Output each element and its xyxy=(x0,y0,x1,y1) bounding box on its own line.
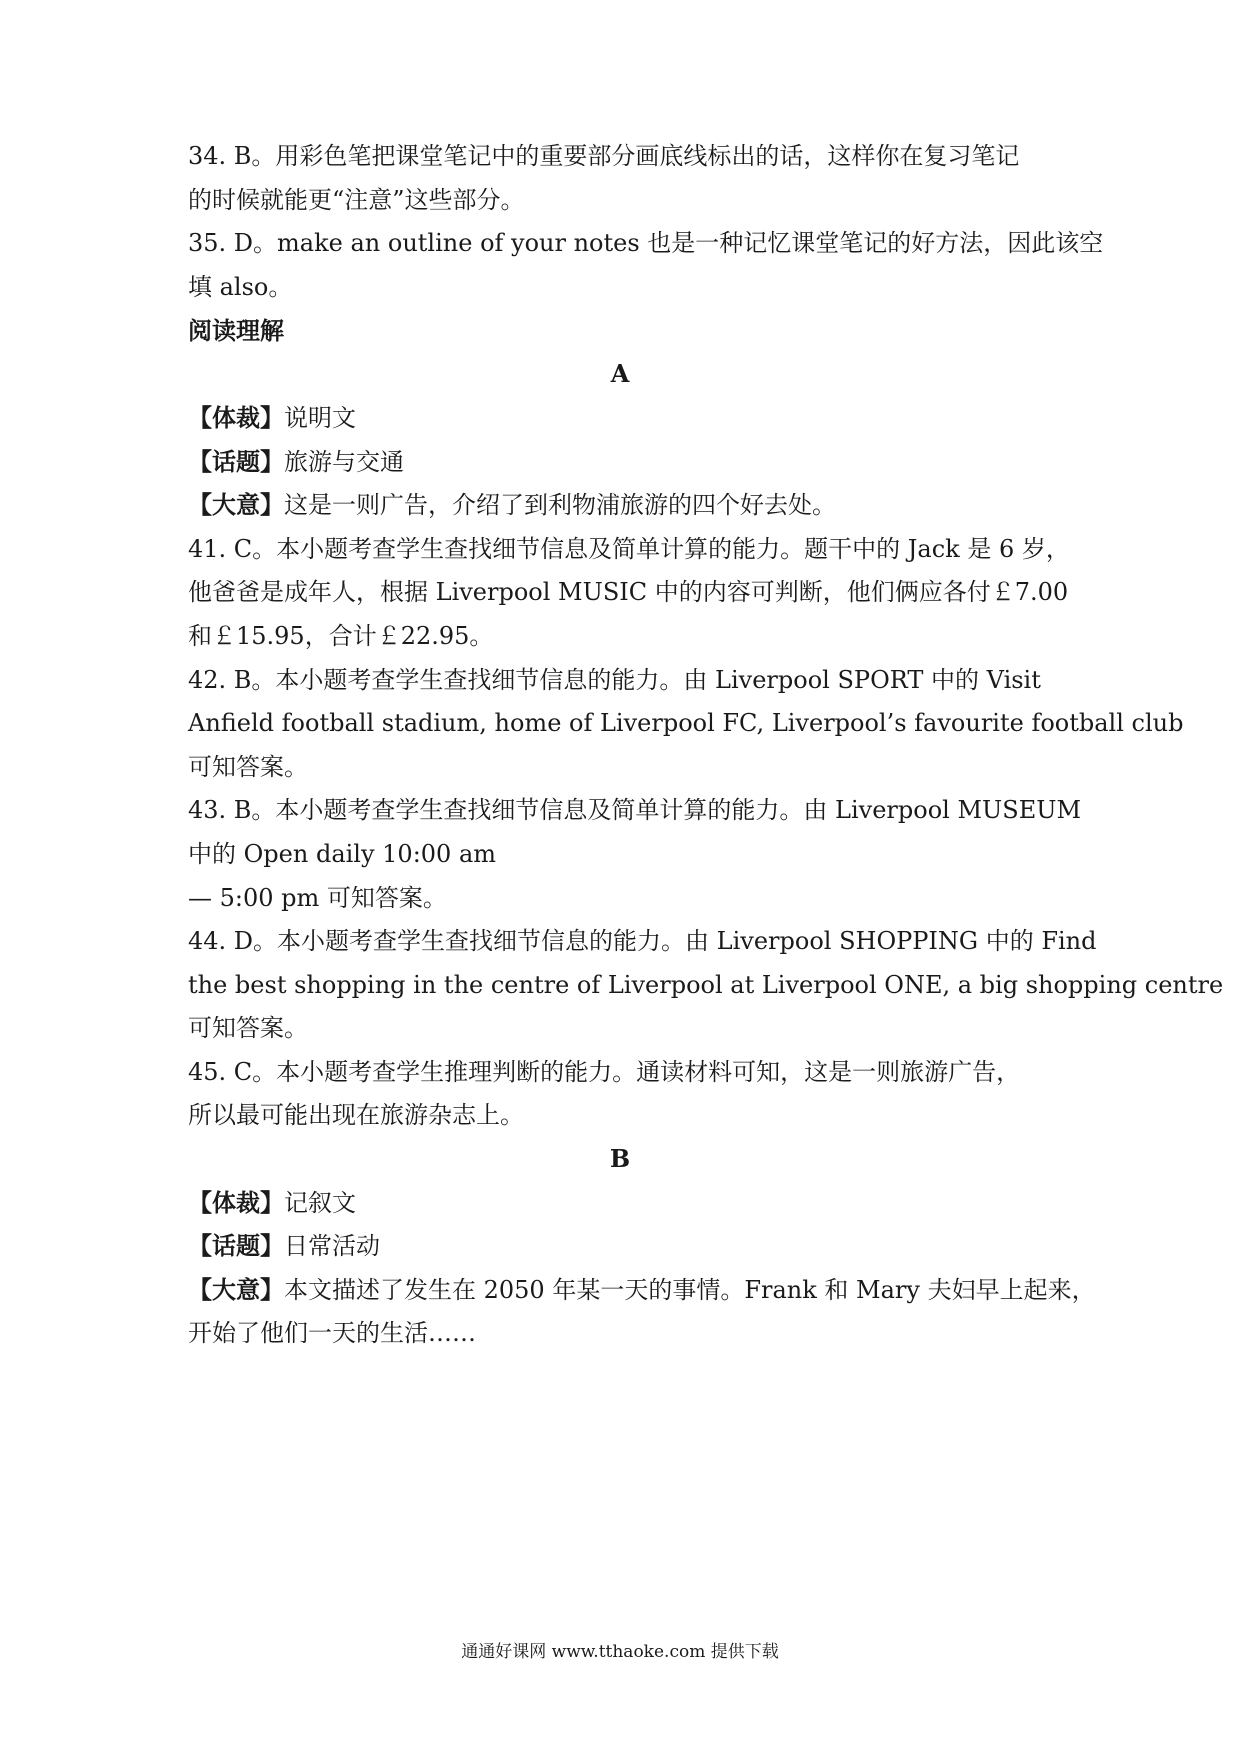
genre-text: 记叙文 xyxy=(284,1189,356,1217)
answer-34-line-1: 34. B。用彩色笔把课堂笔记中的重要部分画底线标出的话，这样你在复习笔记 xyxy=(188,142,1020,170)
answer-45-line-1: 45. C。本小题考查学生推理判断的能力。通读材料可知，这是一则旅游广告， xyxy=(188,1058,1021,1086)
answer-43-line-3: — 5:00 pm 可知答案。 xyxy=(188,884,447,912)
answer-34-line-2: 的时候就能更“注意”这些部分。 xyxy=(188,186,525,214)
topic-tag: 【话题】 xyxy=(188,1231,284,1260)
genre-tag: 【体裁】 xyxy=(188,1188,284,1217)
page-footer: 通通好课网 www.tthaoke.com 提供下载 xyxy=(461,1642,779,1662)
section-title: 阅读理解 xyxy=(188,316,284,345)
answer-42-line-1: 42. B。本小题考查学生查找细节信息的能力。由 Liverpool SPORT 中的 Visit xyxy=(188,666,1041,694)
part-b-topic xyxy=(188,1230,380,1262)
answer-41-line-3: 和￡15.95，合计￡22.95。 xyxy=(188,622,494,650)
summary-tag: 【大意】 xyxy=(188,1275,284,1304)
topic-tag: 【话题】 xyxy=(188,447,284,476)
part-b-label: B xyxy=(609,1144,631,1173)
part-b-summary-line-2: 开始了他们一天的生活…… xyxy=(188,1319,476,1347)
genre-tag: 【体裁】 xyxy=(188,403,284,432)
answer-43-line-2: 中的 Open daily 10:00 am xyxy=(188,840,497,868)
summary-text: 本文描述了发生在 2050 年某一天的事情。Frank 和 Mary 夫妇早上起来， xyxy=(284,1276,1096,1304)
genre-text: 说明文 xyxy=(284,404,356,432)
topic-text: 日常活动 xyxy=(284,1232,380,1260)
topic-text: 旅游与交通 xyxy=(284,448,404,476)
answer-41-line-2: 他爸爸是成年人，根据 Liverpool MUSIC 中的内容可判断，他们俩应各付￡7.00 xyxy=(188,578,1069,606)
answer-35-line-2: 填 also。 xyxy=(188,273,293,301)
summary-tag: 【大意】 xyxy=(188,490,284,519)
answer-41-line-1: 41. C。本小题考查学生查找细节信息及简单计算的能力。题干中的 Jack 是 6 岁， xyxy=(188,535,1070,563)
part-a-genre xyxy=(188,402,356,434)
part-a-label: A xyxy=(610,359,630,388)
answer-35-line-1: 35. D。make an outline of your notes 也是一种记忆课堂笔记的好方法，因此该空 xyxy=(188,229,1104,257)
answer-45-line-2: 所以最可能出现在旅游杂志上。 xyxy=(188,1101,524,1129)
summary-text: 这是一则广告，介绍了到利物浦旅游的四个好去处。 xyxy=(284,491,836,519)
part-a-topic xyxy=(188,446,404,478)
answer-44-line-3: 可知答案。 xyxy=(188,1014,308,1042)
part-b-summary-line-1 xyxy=(188,1274,1096,1306)
answer-44-line-2: the best shopping in the centre of Liverpool at Liverpool ONE, a big shopping centre xyxy=(188,971,1224,999)
answer-42-line-2: Anfield football stadium, home of Liverpool FC, Liverpool’s favourite football club xyxy=(188,709,1184,737)
answer-44-line-1: 44. D。本小题考查学生查找细节信息的能力。由 Liverpool SHOPPING 中的 Find xyxy=(188,927,1097,955)
part-b-genre xyxy=(188,1187,356,1219)
part-a-summary xyxy=(188,489,836,521)
answer-43-line-1: 43. B。本小题考查学生查找细节信息及简单计算的能力。由 Liverpool MUSEUM xyxy=(188,796,1082,824)
answer-42-line-3: 可知答案。 xyxy=(188,753,308,781)
